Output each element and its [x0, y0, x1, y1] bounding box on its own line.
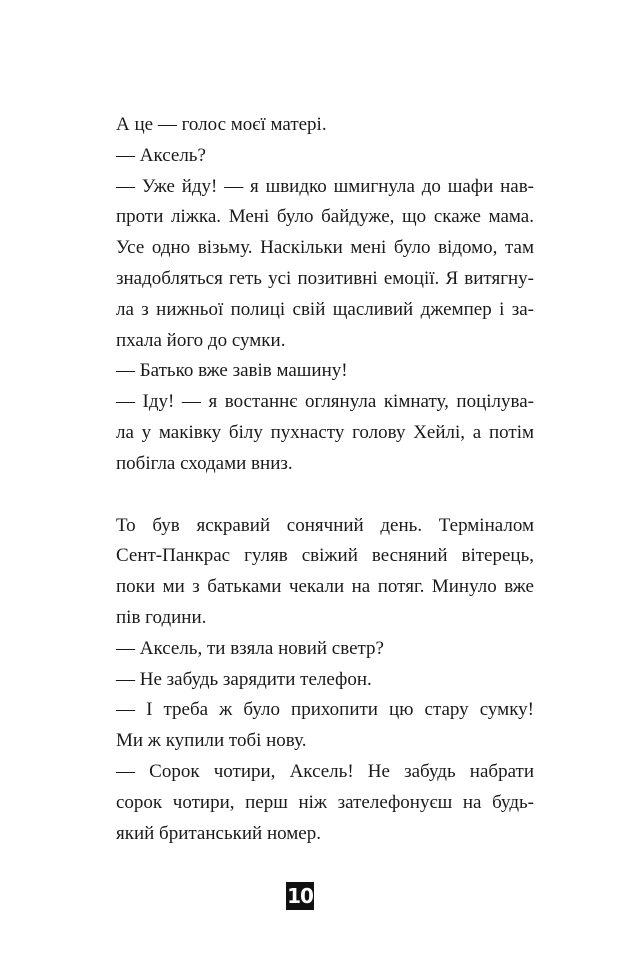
text-line: А це — голос моєї матері. [116, 114, 327, 135]
text-line: — Не забудь зарядити телефон. [116, 668, 372, 690]
text-line: — Іду! — я востаннє оглянула кімнату, поцілува- [116, 391, 534, 413]
text-line: — І треба ж було прихопити цю стару сумку! [116, 699, 534, 721]
text-line: — Аксель, ти взяла новий светр? [116, 637, 384, 659]
text-line: Ми ж купили тобі нову. [116, 730, 307, 752]
text-line: ла у маківку білу пухнасту голову Хейлі, а потім [116, 421, 534, 443]
section-break [116, 480, 534, 511]
text-line: Сент-Панкрас гуляв свіжий весняний вітерець, [116, 545, 534, 567]
text-line: пів години. [116, 606, 207, 628]
text-line: сорок чотири, перш ніж зателефонуєш на будь- [116, 791, 534, 813]
text-line: який британський номер. [116, 822, 321, 844]
text-line: ла з нижньої полиці свій щасливий джемпер і за- [116, 298, 534, 320]
text-line: — Сорок чотири, Аксель! Не забудь набрати [116, 760, 534, 782]
text-line: проти ліжка. Мені було байдуже, що скаже мама. [116, 206, 534, 228]
text-line: знадобляться геть усі позитивні емоції. Я витягну- [116, 267, 534, 289]
page-number: 10 [287, 884, 313, 908]
text-line: — Уже йду! — я швидко шмигнула до шафи нав- [116, 175, 534, 197]
text-line: пхала його до сумки. [116, 329, 286, 351]
text-line: — Батько вже завів машину! [116, 360, 348, 382]
text-line: Усе одно візьму. Наскільки мені було відомо, там [116, 237, 534, 259]
text-line: — Аксель? [116, 144, 206, 166]
text-line: поки ми з батьками чекали на потяг. Минуло вже [116, 576, 534, 598]
text-line: побігла сходами вниз. [116, 452, 293, 474]
page-text [116, 110, 534, 849]
text-line: То був яскравий сонячний день. Терміналом [116, 514, 534, 536]
